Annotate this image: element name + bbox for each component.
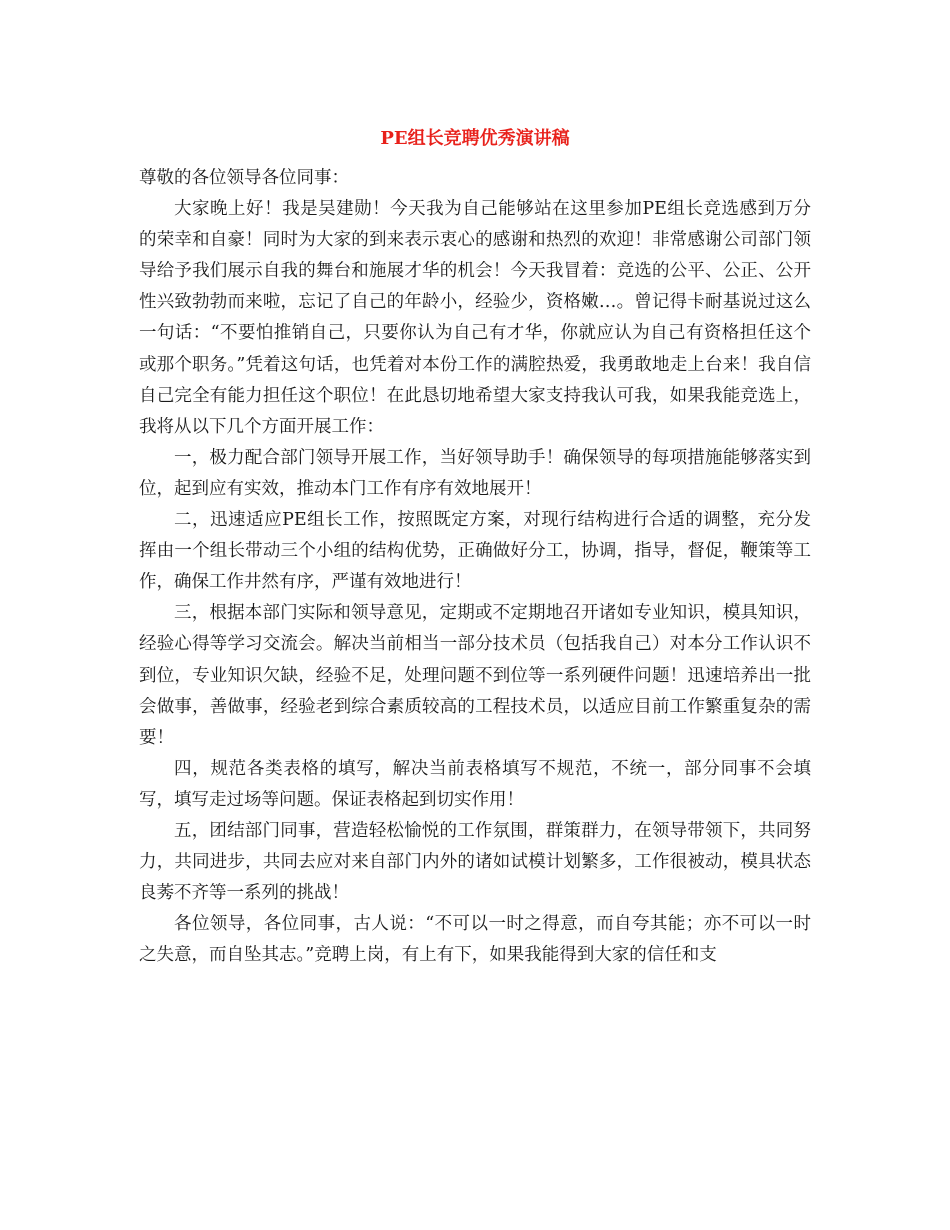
paragraph-point-5: 五，团结部门同事，营造轻松愉悦的工作氛围，群策群力，在领导带领下，共同努力，共同进步，共同去应对来自部门内外的诸如试模计划繁多，工作很被动，模具状态良莠不齐等一系列的挑战！ bbox=[139, 820, 811, 904]
paragraph-point-3: 三，根据本部门实际和领导意见，定期或不定期地召开诸如专业知识，模具知识，经验心得等学习交流会。解决当前相当一部分技术员（包括我自己）对本分工作认识不到位，专业知识欠缺，经验不足，处理问题不到位等一系列硬件问题！迅速培养出一批会做事，善做事，经验老到综合素质较高的工程技术员，以适应目前工作繁重复杂的需要！ bbox=[139, 603, 811, 748]
paragraph-intro: 大家晚上好！我是吴建勋！今天我为自己能够站在这里参加PE组长竞选感到万分的荣幸和自豪！同时为大家的到来表示衷心的感谢和热烈的欢迎！非常感谢公司部门领导给予我们展示自我的舞台和施展才华的机会！今天我冒着：竞选的公平、公正、公开性兴致勃勃而来啦，忘记了自己的年龄小，经验少，资格嫩…。曾记得卡耐基说过这么一句话：“不要怕推销自己，只要你认为自己有才华，你就应认为自己有资格担任这个或那个职务。”凭着这句话，也凭着对本份工作的满腔热爱，我勇敢地走上台来！我自信自己完全有能力担任这个职位！在此恳切地希望大家支持我认可我，如果我能竞选上，我将从以下几个方面开展工作： bbox=[139, 199, 811, 437]
paragraph-point-4: 四，规范各类表格的填写，解决当前表格填写不规范，不统一，部分同事不会填写，填写走过场等问题。保证表格起到切实作用！ bbox=[139, 758, 811, 810]
document-body bbox=[139, 163, 811, 971]
paragraph-point-1: 一，极力配合部门领导开展工作，当好领导助手！确保领导的每项措施能够落实到位，起到应有实效，推动本门工作有序有效地展开！ bbox=[139, 447, 811, 499]
paragraph-point-2: 二，迅速适应PE组长工作，按照既定方案，对现行结构进行合适的调整，充分发挥由一个组长带动三个小组的结构优势，正确做好分工，协调，指导，督促，鞭策等工作，确保工作井然有序，严谨有效地进行！ bbox=[139, 510, 811, 593]
document-title: PE组长竞聘优秀演讲稿 bbox=[380, 128, 570, 149]
paragraph-closing: 各位领导，各位同事，古人说：“不可以一时之得意，而自夸其能；亦不可以一时之失意，而自坠其志。”竞聘上岗，有上有下，如果我能得到大家的信任和支 bbox=[139, 914, 811, 966]
salutation: 尊敬的各位领导各位同事： bbox=[139, 168, 349, 188]
